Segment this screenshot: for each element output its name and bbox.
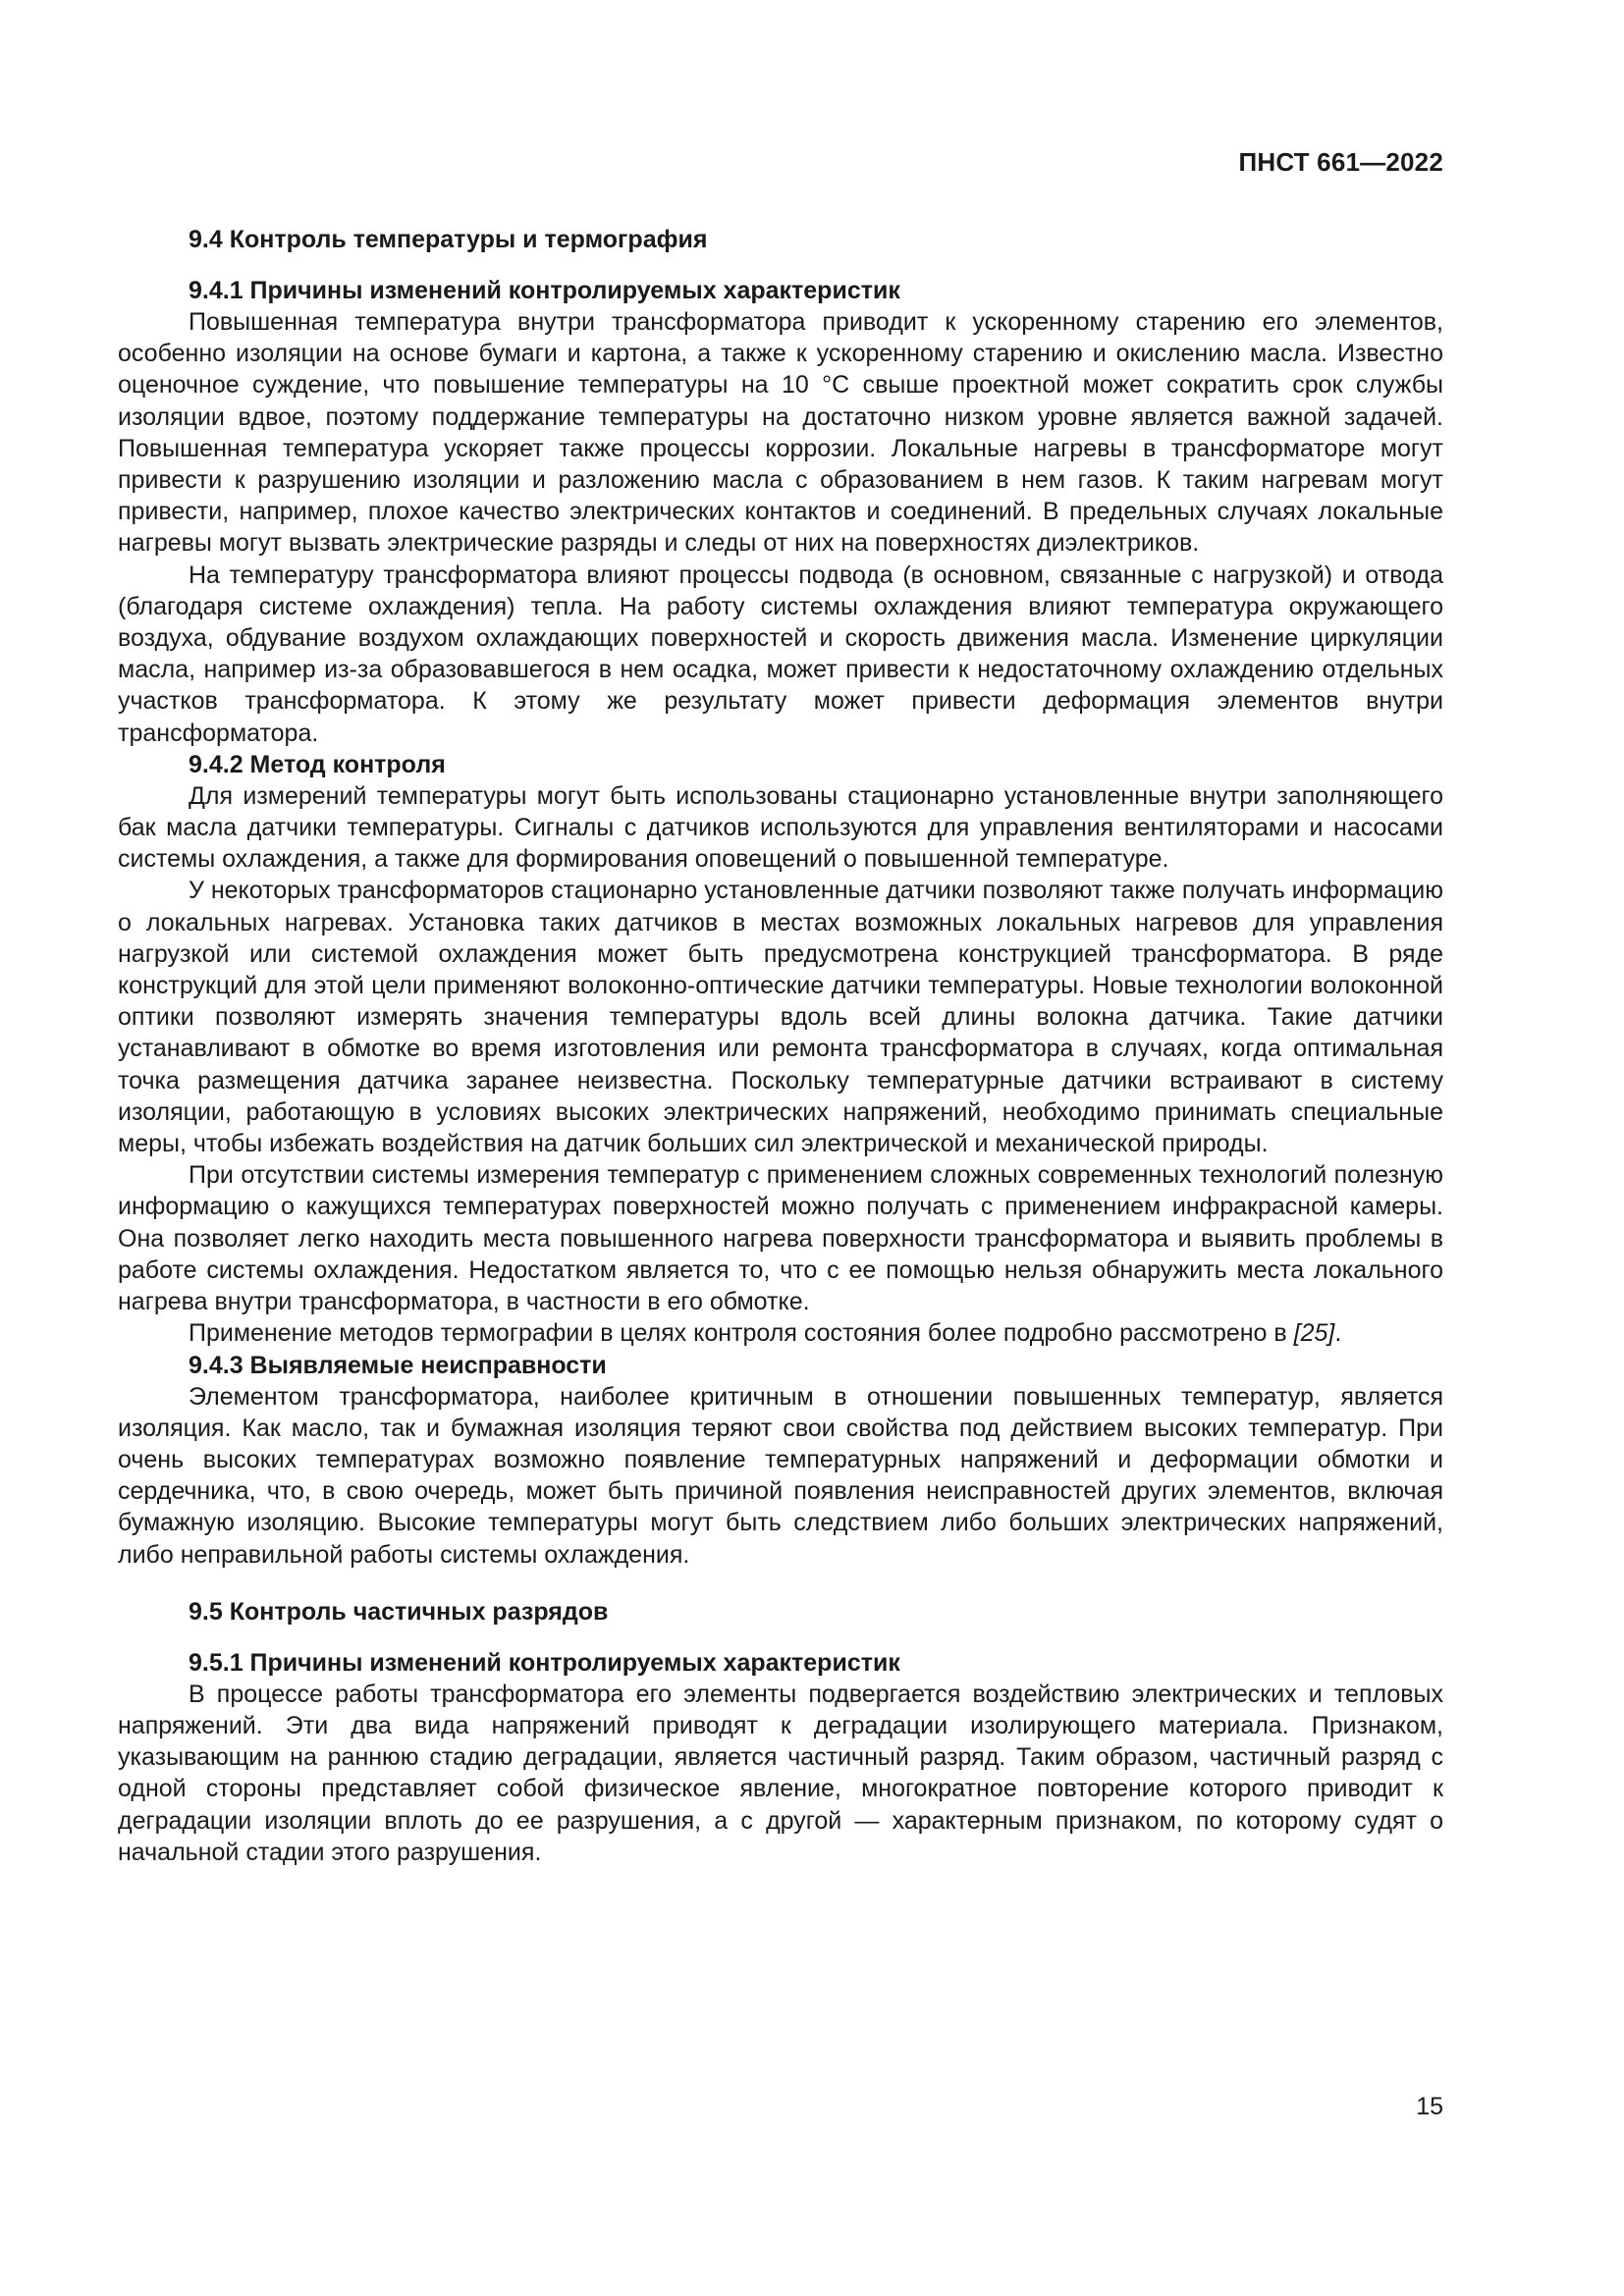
paragraph: У некоторых трансформаторов стационарно установленные датчики позволяют также получать информацию о локальных нагревах. Установка таких датчиков в местах возможных локальных нагревов для управления нагрузкой или системой охлаждения может быть предусмотрена конструкцией трансформатора. В ряде конструкций для этой цели применяют волоконно-оптические датчики температуры. Новые технологии волоконной оптики позволяют измерять значения температуры вдоль всей длины волокна датчика. Такие датчики устанавливают в обмотке во время изготовления или ремонта трансформатора в случаях, когда оптимальная точка размещения датчика заранее неизвестна. Поскольку температурные датчики встраивают в систему изоляции, работающую в условиях высоких электрических напряжений, необходимо принимать специальные меры, чтобы избежать воздействия на датчик больших сил электрической и механической природы.	[118, 877, 1443, 1158]
subsection-heading-9-5-1: 9.5.1 Причины изменений контролируемых характеристик	[189, 1648, 900, 1677]
subsection-heading-9-4-2: 9.4.2 Метод контроля	[189, 750, 446, 778]
paragraph: При отсутствии системы измерения температур с применением сложных современных технологий полезную информацию о кажущихся температурах поверхностей можно получать с применением инфракрасной камеры. Она позволяет легко находить места повышенного нагрева поверхности трансформатора и выявить проблемы в работе системы охлаждения. Недостатком является то, что с ее помощью нельзя обнаружить места локального нагрева внутри трансформатора, в частности в его обмотке.	[118, 1161, 1443, 1316]
subsection-heading-9-4-1: 9.4.1 Причины изменений контролируемых характеристик	[189, 277, 900, 304]
paragraph: Элементом трансформатора, наиболее критичным в отношении повышенных температур, является изоляция. Как масло, так и бумажная изоляция теряют свои свойства под действием высоких температур. При очень высоких температурах возможно появление температурных напряжений и деформации обмотки и сердечника, что, в свою очередь, может быть причиной появления неисправностей других элементов, включая бумажную изоляцию. Высокие температуры могут быть следствием либо больших электрических напряжений, либо неправильной работы системы охлаждения.	[118, 1382, 1443, 1569]
section-heading-9-4: 9.4 Контроль температуры и термография	[189, 226, 708, 253]
bibliography-reference: [25]	[1293, 1319, 1335, 1348]
document-page	[118, 0, 1443, 2296]
paragraph: На температуру трансформатора влияют процессы подвода (в основном, связанные с нагрузкой) и отвода (благодаря системе охлаждения) тепла. На работу системы охлаждения влияют температура окружающего воздуха, обдувание воздухом охлаждающих поверхностей и скорость движения масла. Изменение циркуляции масла, например из-за образовавшегося в нем осадка, может привести к недостаточному охлаждению отдельных участков трансформатора. К этому же результату может привести деформация элементов внутри трансформатора.	[118, 561, 1443, 747]
paragraph-with-reference	[118, 1317, 1443, 1349]
paragraph-end: .	[1334, 1319, 1342, 1348]
paragraph: В процессе работы трансформатора его элементы подвергается воздействию электрических и тепловых напряжений. Эти два вида напряжений приводят к деградации изолирующего материала. Признаком, указывающим на раннюю стадию деградации, является частичный разряд. Таким образом, частичный разряд с одной стороны представляет собой физическое явление, многократное повторение которого приводит к деградации изоляции вплоть до ее разрушения, а с другой — характерным признаком, по которому судят о начальной стадии этого разрушения.	[118, 1680, 1443, 1866]
paragraph: Повышенная температура внутри трансформатора приводит к ускоренному старению его элементов, особенно изоляции на основе бумаги и картона, а также к ускоренному старению и окислению масла. Известно оценочное суждение, что повышение температуры на 10 °С свыше проектной может сократить срок службы изоляции вдвое, поэтому поддержание температуры на достаточно низком уровне является важной задачей. Повышенная температура ускоряет также процессы коррозии. Локальные нагревы в трансформаторе могут привести к разрушению изоляции и разложению масла с образованием в нем газов. К таким нагревам могут привести, например, плохое качество электрических контактов и соединений. В предельных случаях локальные нагревы могут вызвать электрические разряды и следы от них на поверхностях диэлектриков.	[118, 308, 1443, 558]
paragraph-text: Применение методов термографии в целях контроля состояния более подробно рассмотрено в	[189, 1319, 1294, 1348]
section-heading-9-5: 9.5 Контроль частичных разрядов	[189, 1597, 609, 1626]
document-body	[118, 224, 1443, 1868]
subsection-heading-9-4-3: 9.4.3 Выявляемые неисправности	[189, 1351, 607, 1379]
page-number: 15	[1416, 2093, 1443, 2120]
document-code: ПНСТ 661—2022	[1238, 147, 1443, 177]
paragraph: Для измерений температуры могут быть использованы стационарно установленные внутри заполняющего бак масла датчики температуры. Сигналы с датчиков используются для управления вентиляторами и насосами системы охлаждения, а также для формирования оповещений о повышенной температуре.	[118, 781, 1443, 874]
